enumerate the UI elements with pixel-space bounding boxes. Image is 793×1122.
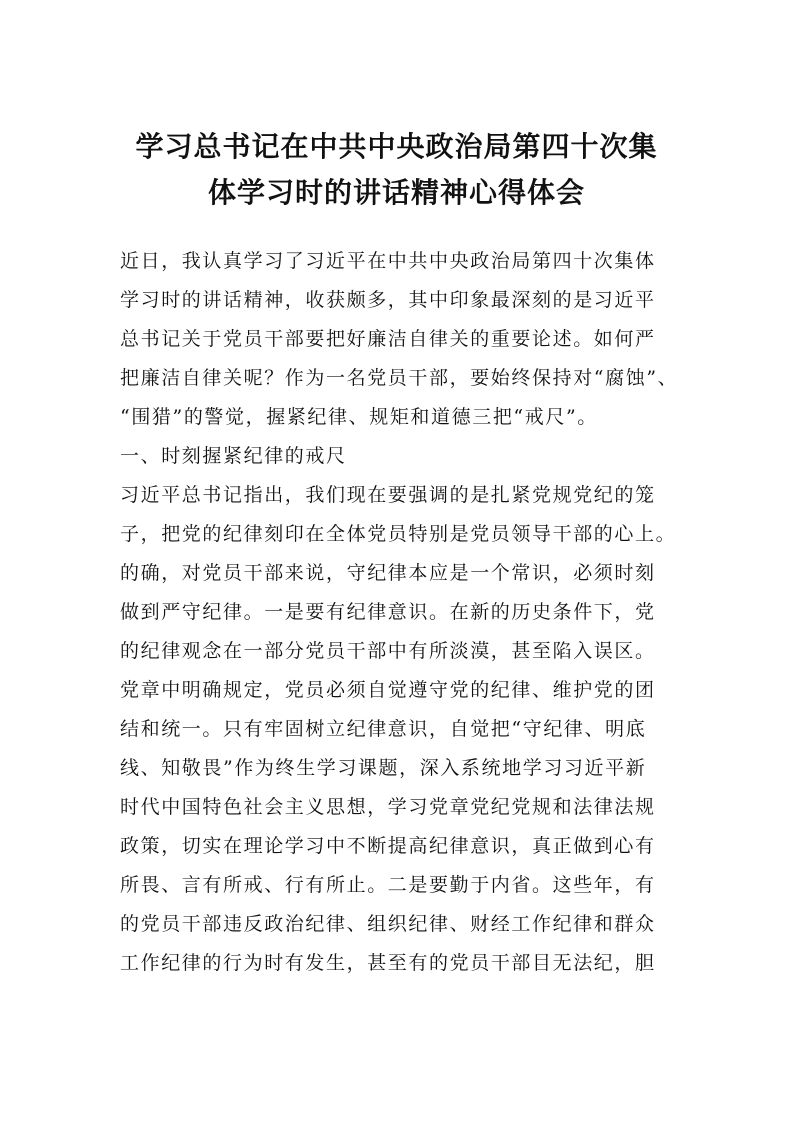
body-line: 工作纪律的行为时有发生，甚至有的党员干部目无法纪，胆 — [120, 952, 656, 974]
document-title — [100, 124, 693, 216]
title-line-1: 学习总书记在中共中央政治局第四十次集 — [135, 130, 658, 163]
body-line: 线、知敬畏”作为终生学习课题，深入系统地学习习近平新 — [120, 757, 647, 779]
body-line: 习近平总书记指出，我们现在要强调的是扎紧党规党纪的笼 — [120, 484, 656, 506]
body-line: 的党员干部违反政治纪律、组织纪律、财经工作纪律和群众 — [120, 913, 656, 935]
document-body — [120, 242, 680, 983]
body-line: 的确，对党员干部来说，守纪律本应是一个常识，必须时刻 — [120, 562, 656, 584]
body-line: 所畏、言有所戒、行有所止。二是要勤于内省。这些年，有 — [120, 874, 656, 896]
body-line: 政策，切实在理论学习中不断提高纪律意识，真正做到心有 — [120, 835, 656, 857]
body-line: 近日，我认真学习了习近平在中共中央政治局第四十次集体 — [120, 250, 656, 272]
body-line: 把廉洁自律关呢？作为一名党员干部，要始终保持对“腐蚀”、 — [120, 367, 679, 389]
body-line: 做到严守纪律。一是要有纪律意识。在新的历史条件下，党 — [120, 601, 656, 623]
body-line: 学习时的讲话精神，收获颇多，其中印象最深刻的是习近平 — [120, 289, 656, 311]
title-line-2: 体学习时的讲话精神心得体会 — [207, 176, 585, 209]
body-line: 的纪律观念在一部分党员干部中有所淡漠，甚至陷入误区。 — [120, 640, 656, 662]
section-heading: 一、时刻握紧纪律的戒尺 — [120, 445, 347, 467]
body-line: 总书记关于党员干部要把好廉洁自律关的重要论述。如何严 — [120, 328, 656, 350]
body-line: 子，把党的纪律刻印在全体党员特别是党员领导干部的心上。 — [120, 523, 677, 545]
body-line: “围猎”的警觉，握紧纪律、规矩和道德三把“戒尺”。 — [120, 406, 598, 428]
body-line: 党章中明确规定，党员必须自觉遵守党的纪律、维护党的团 — [120, 679, 656, 701]
body-line: 结和统一。只有牢固树立纪律意识，自觉把“守纪律、明底 — [120, 718, 647, 740]
body-line: 时代中国特色社会主义思想，学习党章党纪党规和法律法规 — [120, 796, 656, 818]
